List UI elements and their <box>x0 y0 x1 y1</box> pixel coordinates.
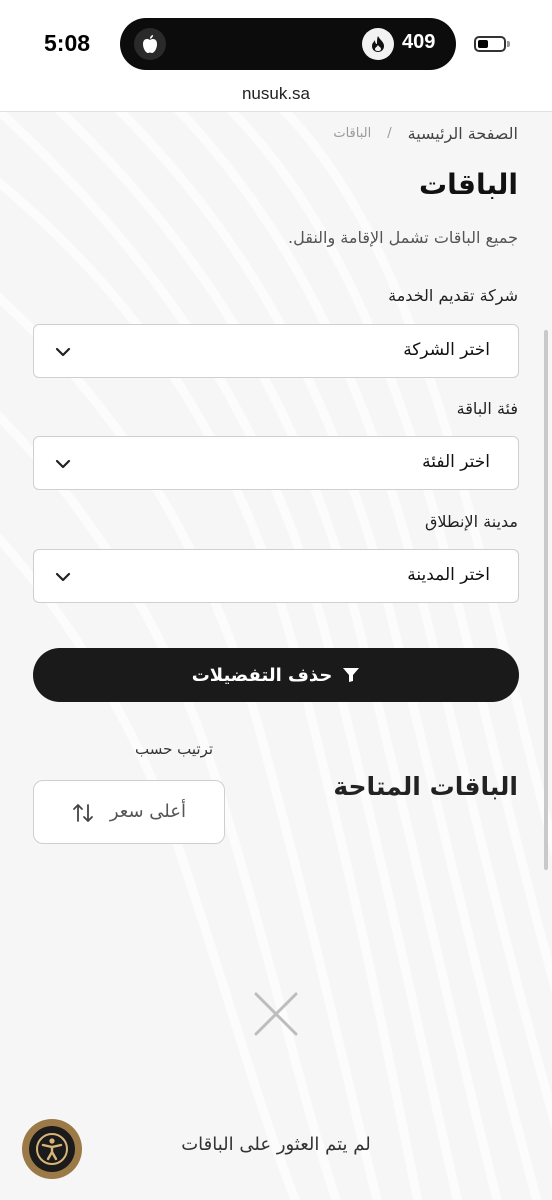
url-bar[interactable] <box>0 80 552 112</box>
breadcrumb <box>333 124 518 143</box>
clear-filters-label: حذف التفضيلات <box>191 664 333 686</box>
apple-icon <box>134 28 166 60</box>
battery-level <box>478 40 488 48</box>
accessibility-button[interactable] <box>22 1119 82 1179</box>
close-icon <box>252 990 300 1038</box>
chevron-down-icon <box>54 568 72 586</box>
sort-arrows-icon <box>72 801 94 825</box>
accessibility-icon <box>35 1132 69 1166</box>
breadcrumb-current: الباقات <box>333 126 372 141</box>
page-subtitle: جميع الباقات تشمل الإقامة والنقل. <box>288 228 518 247</box>
sort-select[interactable] <box>33 780 225 844</box>
url-text: nusuk.sa <box>241 84 311 103</box>
city-select-value: اختر المدينة <box>407 565 490 585</box>
page-title: الباقات <box>418 168 518 201</box>
sort-label: ترتيب حسب <box>135 740 214 758</box>
battery-icon <box>474 36 506 52</box>
sort-select-value: أعلى سعر <box>109 801 186 822</box>
available-packages-title: الباقات المتاحة <box>333 772 518 801</box>
page-content <box>0 112 552 1200</box>
scrollbar[interactable] <box>544 330 548 870</box>
filter-icon <box>342 667 360 683</box>
city-select[interactable] <box>33 549 519 603</box>
company-select[interactable] <box>33 324 519 378</box>
city-label: مدينة الإنطلاق <box>424 512 518 531</box>
status-time: 5:08 <box>44 30 91 56</box>
breadcrumb-separator: / <box>387 126 392 141</box>
chevron-down-icon <box>54 455 72 473</box>
company-select-value: اختر الشركة <box>403 340 490 360</box>
category-select[interactable] <box>33 436 519 490</box>
activity-count: 409 <box>402 31 436 53</box>
category-label: فئة الباقة <box>456 399 518 418</box>
dynamic-island[interactable] <box>120 18 456 70</box>
flame-icon <box>362 28 394 60</box>
chevron-down-icon <box>54 343 72 361</box>
company-label: شركة تقديم الخدمة <box>388 286 518 305</box>
empty-state-message: لم يتم العثور على الباقات <box>181 1134 371 1155</box>
breadcrumb-home-link[interactable]: الصفحة الرئيسية <box>407 124 518 143</box>
clear-filters-button[interactable] <box>33 648 519 702</box>
category-select-value: اختر الفئة <box>422 452 490 472</box>
status-bar <box>0 0 552 80</box>
battery-tip <box>507 41 510 47</box>
